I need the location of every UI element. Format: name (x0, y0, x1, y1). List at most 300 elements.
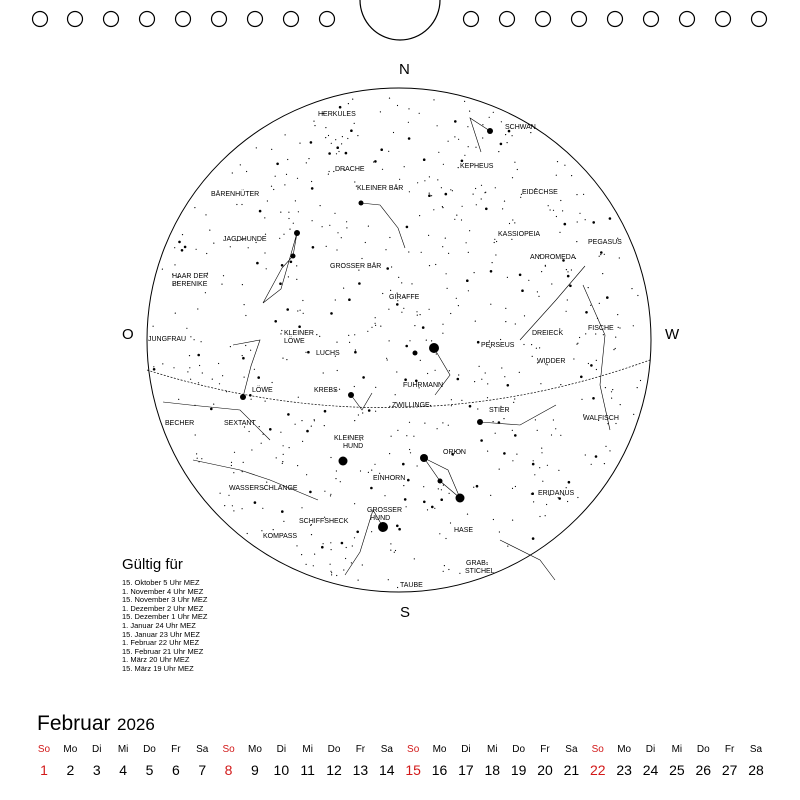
star (212, 379, 213, 380)
star (539, 516, 540, 517)
star (458, 374, 459, 375)
compass-north: N (399, 61, 410, 78)
constellation-label: KOMPASS (263, 533, 298, 540)
compass-south: S (400, 604, 411, 621)
star (231, 465, 232, 466)
star (236, 204, 237, 205)
star (514, 162, 515, 163)
star (407, 479, 410, 482)
star (328, 135, 329, 136)
star (343, 569, 344, 570)
star (495, 254, 496, 255)
star (443, 571, 444, 572)
star (311, 426, 312, 427)
star (341, 143, 342, 144)
star (348, 298, 351, 301)
star (515, 486, 516, 487)
star (375, 325, 376, 326)
star (468, 290, 469, 291)
star (199, 461, 200, 462)
star (189, 355, 190, 356)
star (339, 389, 340, 390)
star (387, 359, 388, 360)
star (580, 376, 583, 379)
star (457, 378, 460, 381)
star (519, 274, 522, 277)
star (417, 465, 418, 466)
star (600, 251, 603, 254)
star (313, 121, 314, 122)
star (296, 279, 297, 280)
weekday-label: Mo (248, 744, 262, 755)
star (545, 266, 546, 267)
star (283, 234, 284, 235)
star (287, 159, 288, 160)
day-number: 23 (616, 762, 632, 778)
star (249, 431, 250, 432)
star (350, 129, 353, 132)
star (427, 509, 428, 510)
bright-star (413, 351, 418, 356)
star (507, 277, 508, 278)
star (514, 434, 517, 437)
star (485, 208, 488, 211)
star (242, 471, 243, 472)
constellation-label: WASSERSCHLANGE (229, 485, 298, 492)
star (308, 158, 309, 159)
star (429, 265, 430, 266)
star (301, 420, 302, 421)
star (564, 165, 565, 166)
star (568, 481, 571, 484)
validity-entry: 15. Dezember 1 Uhr MEZ (122, 612, 208, 622)
star (433, 209, 434, 210)
star (431, 506, 434, 509)
star (487, 397, 488, 398)
star (631, 288, 632, 289)
day-number: 25 (669, 762, 685, 778)
star (431, 195, 432, 196)
star (202, 372, 203, 373)
star (153, 326, 154, 327)
star (619, 257, 620, 258)
star (243, 462, 244, 463)
star (385, 249, 386, 250)
star (336, 249, 337, 250)
star (398, 277, 399, 278)
star (480, 439, 483, 442)
star (201, 458, 202, 459)
star (281, 330, 282, 331)
star (153, 366, 154, 367)
star (368, 409, 371, 412)
star (302, 441, 303, 442)
weekday-label: Mo (432, 744, 447, 755)
constellation-line (470, 118, 490, 152)
star (242, 355, 243, 356)
star (178, 399, 179, 400)
star (196, 249, 197, 250)
star (446, 273, 447, 274)
star (602, 273, 603, 274)
star (469, 230, 470, 231)
star (450, 522, 451, 523)
star (449, 493, 450, 494)
star (564, 223, 567, 226)
star (184, 246, 187, 249)
star (609, 217, 612, 220)
star (566, 311, 567, 312)
star (467, 126, 468, 127)
star (514, 222, 515, 223)
star (261, 530, 262, 531)
star (389, 406, 390, 407)
star (226, 391, 227, 392)
star (571, 269, 572, 270)
star (391, 266, 392, 267)
star (503, 452, 506, 455)
star (254, 369, 255, 370)
star (232, 505, 233, 506)
star (347, 138, 348, 139)
star (461, 219, 462, 220)
star (583, 194, 584, 195)
star (334, 213, 335, 214)
constellation-label: EINHORN (373, 475, 406, 482)
star (459, 573, 460, 574)
weekday-label: Do (327, 744, 341, 755)
star (297, 178, 298, 179)
star (409, 422, 410, 423)
star (250, 350, 251, 351)
star (302, 300, 303, 301)
star (454, 120, 457, 123)
star (599, 256, 600, 257)
star (329, 171, 330, 172)
star (397, 587, 398, 588)
star (375, 411, 376, 412)
constellation-label: HAAR DER (172, 273, 209, 280)
constellation-label: BECHER (165, 420, 195, 427)
weekday-label: Sa (196, 744, 209, 755)
validity-entry: 15. Januar 23 Uhr MEZ (122, 629, 200, 639)
star (331, 574, 332, 575)
star (395, 394, 396, 395)
star (456, 298, 457, 299)
weekday-label: Mo (617, 744, 632, 755)
star (301, 554, 302, 555)
star (298, 397, 299, 398)
constellation-label: DREIECK (532, 330, 564, 337)
star (251, 449, 252, 450)
star (273, 529, 274, 530)
day-number: 11 (300, 762, 315, 778)
validity-list (122, 579, 207, 674)
star (288, 276, 289, 277)
day-number: 18 (484, 762, 501, 778)
star (272, 382, 273, 383)
weekday-label: Fr (540, 744, 550, 755)
star (289, 229, 290, 230)
star (295, 424, 296, 425)
star (531, 344, 532, 345)
star (245, 315, 246, 316)
star (336, 146, 339, 149)
star (511, 135, 512, 136)
star (513, 402, 514, 403)
star (551, 434, 552, 435)
weekday-label: Mi (487, 744, 498, 755)
constellation-label: BERENIKE (172, 281, 208, 288)
day-number: 3 (92, 762, 101, 778)
star (550, 209, 551, 210)
weekday-label: Di (461, 744, 471, 755)
star (265, 234, 266, 235)
day-number: 12 (326, 762, 342, 778)
star (349, 342, 350, 343)
star (458, 139, 459, 140)
star (596, 369, 597, 370)
day-number: 10 (273, 762, 290, 778)
star (283, 454, 284, 455)
star (403, 485, 404, 486)
constellation-label: ANDROMEDA (530, 254, 576, 261)
star (401, 282, 402, 283)
weekday-label: Fr (355, 744, 366, 755)
star (354, 123, 355, 124)
star (330, 542, 331, 543)
star (512, 219, 513, 220)
weekday-label: Sa (380, 744, 393, 755)
star (444, 565, 445, 566)
star (336, 342, 337, 343)
star (306, 564, 307, 565)
weekday-label: Mi (671, 744, 683, 755)
constellation-label: GROSSER BÄR (330, 263, 382, 270)
star (314, 554, 315, 555)
bright-star (420, 454, 428, 462)
star (454, 136, 455, 137)
star (314, 420, 315, 421)
star (604, 254, 605, 255)
star (285, 134, 286, 135)
bright-star (429, 343, 439, 353)
star (298, 211, 299, 212)
star (500, 339, 501, 340)
star (374, 160, 377, 163)
star (448, 569, 449, 570)
star (359, 283, 360, 284)
day-number: 7 (198, 762, 207, 778)
weekday-label: Sa (749, 744, 763, 755)
constellation-label: HERKULES (318, 111, 356, 118)
star (338, 151, 339, 152)
star (311, 534, 312, 535)
star (348, 335, 349, 336)
constellation-label: JAGDHUNDE (223, 236, 267, 243)
star (430, 405, 431, 406)
star (542, 481, 543, 482)
bright-star (487, 128, 493, 134)
star (233, 510, 234, 511)
constellation-line (193, 460, 318, 500)
day-number: 15 (405, 762, 421, 778)
constellation-label: KLEINER BÄR (357, 185, 404, 192)
star (231, 462, 232, 463)
star (447, 288, 448, 289)
star (577, 497, 578, 498)
star (397, 105, 398, 106)
star (439, 533, 440, 534)
star (590, 364, 593, 367)
star (346, 227, 347, 228)
star (533, 501, 534, 502)
star (421, 252, 422, 253)
star (617, 314, 618, 315)
star (282, 358, 283, 359)
star (445, 193, 448, 196)
star (603, 334, 604, 335)
star (609, 450, 610, 451)
star (265, 401, 266, 402)
star (505, 134, 506, 135)
star (325, 127, 326, 128)
star (442, 206, 443, 207)
star (266, 482, 267, 483)
star (343, 288, 344, 289)
star (567, 275, 570, 278)
constellation-label: STICHEL (465, 568, 495, 575)
star (585, 333, 586, 334)
star (388, 579, 389, 580)
weekday-label: Di (276, 744, 287, 755)
star (448, 141, 449, 142)
star (256, 147, 257, 148)
star (314, 125, 315, 126)
star (605, 446, 606, 447)
star (556, 216, 557, 217)
star (256, 262, 259, 265)
star (241, 204, 242, 205)
star (567, 299, 568, 300)
star (606, 296, 609, 299)
star (242, 508, 243, 509)
star (438, 488, 439, 489)
constellation-label: WALFISCH (583, 415, 619, 422)
star (396, 371, 397, 372)
star (354, 181, 355, 182)
star (201, 341, 202, 342)
star (590, 305, 591, 306)
star (585, 219, 586, 220)
star (423, 158, 426, 161)
star (509, 223, 510, 224)
constellation-label: HUND (370, 515, 391, 522)
star (428, 194, 431, 197)
constellation-label: WIDDER (537, 358, 566, 365)
star (323, 543, 324, 544)
star (264, 217, 265, 218)
star (423, 501, 426, 504)
star (330, 495, 331, 496)
constellation-label: KLEINER (334, 435, 364, 442)
star (206, 253, 207, 254)
star (414, 325, 415, 326)
star (495, 433, 496, 434)
star (362, 412, 363, 413)
constellation-label: SEXTANT (224, 420, 256, 427)
star (433, 99, 434, 100)
star (352, 99, 353, 100)
star (405, 345, 408, 348)
star (330, 571, 331, 572)
star (244, 304, 245, 305)
constellation-label: GRAB- (466, 560, 489, 567)
star (597, 318, 598, 319)
star (198, 382, 199, 383)
star (514, 398, 515, 399)
star (594, 222, 595, 223)
star (469, 111, 470, 112)
star (633, 325, 634, 326)
star (275, 176, 276, 177)
star (533, 460, 534, 461)
star (441, 489, 442, 490)
star (479, 366, 480, 367)
star (389, 453, 390, 454)
star (462, 206, 463, 207)
star (330, 494, 331, 495)
star (288, 218, 289, 219)
star (413, 436, 414, 437)
star (414, 558, 415, 559)
star (512, 460, 513, 461)
star (445, 538, 446, 539)
star (282, 463, 283, 464)
day-number: 21 (563, 762, 580, 778)
day-number: 22 (589, 762, 606, 778)
star (276, 457, 277, 458)
bright-star (438, 479, 443, 484)
star (406, 435, 407, 436)
star (560, 384, 561, 385)
star (390, 543, 391, 544)
star (296, 265, 297, 266)
bright-star (291, 254, 296, 259)
constellation-label: HUND (343, 443, 364, 450)
star (316, 334, 317, 335)
constellation-label: ZWILLINGE (392, 402, 430, 409)
star (411, 283, 412, 284)
star (281, 264, 284, 267)
constellation-label: FUHRMANN (403, 382, 444, 389)
star (337, 370, 338, 371)
star (330, 564, 331, 565)
star (371, 470, 372, 471)
star (386, 358, 387, 359)
bright-star (456, 494, 465, 503)
star (266, 268, 267, 269)
star (476, 485, 479, 488)
star (219, 383, 220, 384)
star (467, 514, 468, 515)
star (420, 314, 421, 315)
star (577, 221, 578, 222)
star (640, 380, 641, 381)
star (567, 501, 568, 502)
weekday-label: So (591, 744, 604, 755)
star (262, 508, 263, 509)
